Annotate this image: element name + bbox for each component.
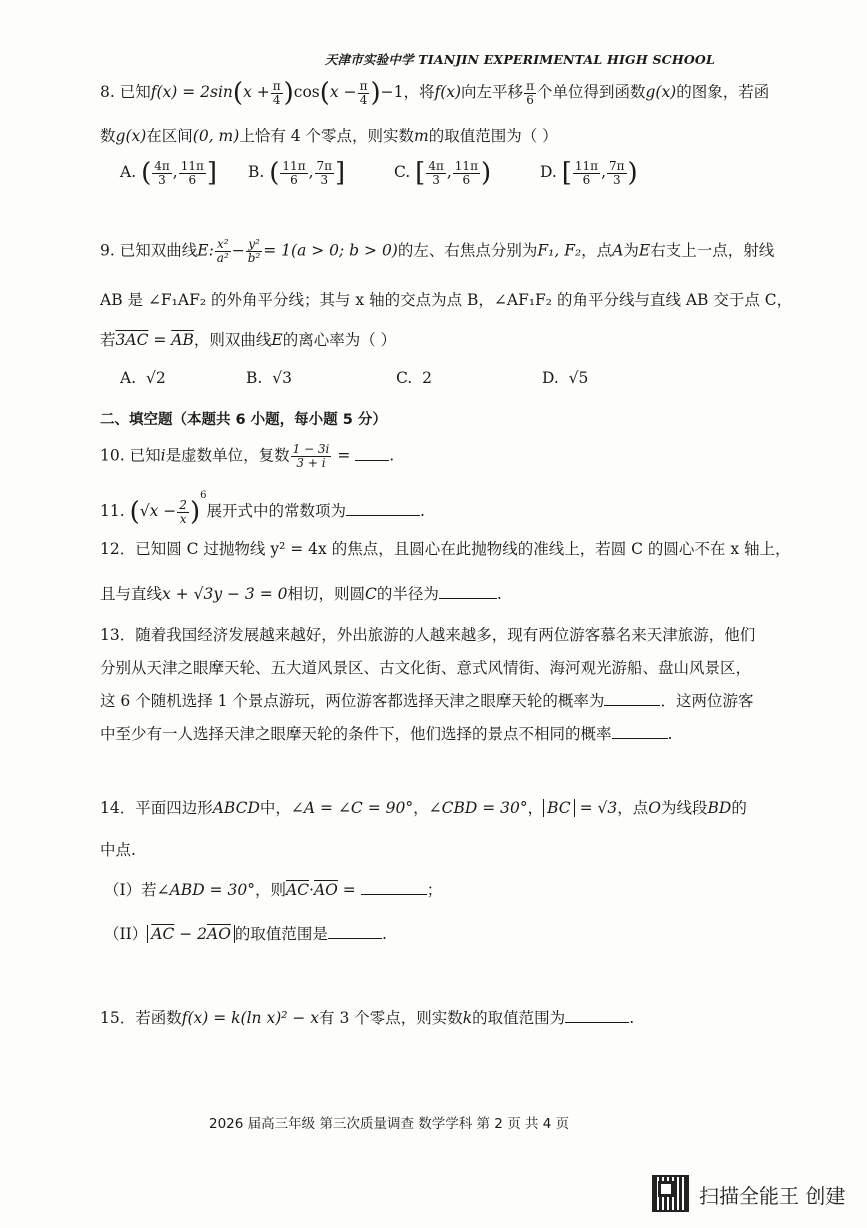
q13-line3 [100, 689, 753, 711]
q15 [100, 1006, 634, 1028]
option-value: 2 [422, 369, 432, 387]
q9-line2: AB 是 ∠F₁AF₂ 的外角平分线；其与 x 轴的交点为点 B，∠AF₁F₂ 的角平分线与直线 AB 交于点 C， [100, 291, 793, 309]
q14-text: 中， [259, 799, 291, 817]
two-over-x: $\frac{2}{x}$ [179, 497, 187, 526]
q9-option-d [542, 369, 588, 387]
frac: $\frac{4\pi}{3}$ [154, 158, 170, 187]
bracket: ) [627, 158, 638, 188]
dot: · [309, 881, 314, 899]
angle-a-c: ∠A = ∠C = 90° [290, 799, 414, 817]
paren-right: ) [283, 78, 294, 108]
qr-code-icon [652, 1175, 689, 1212]
bracket: [ [415, 158, 426, 188]
complex-fraction: $\frac{1 - 3i}{3 + i}$ [292, 442, 330, 470]
option-label: A. [120, 369, 137, 387]
semicolon: ； [426, 881, 443, 899]
q8-text: 的图象，若函 [676, 83, 770, 101]
frac: $\frac{11\pi}{6}$ [454, 158, 478, 187]
q15-text: 的取值范围为 [472, 1009, 566, 1027]
var-m: m [414, 127, 429, 145]
q13-line2: 分别从天津之眼摩天轮、五大道风景区、古文化街、意式风情街、海河观光游船、盘山风景区， [100, 659, 752, 677]
frac: $\frac{11\pi}{6}$ [574, 158, 599, 187]
part-label: （II） [104, 925, 148, 943]
foci: F₁, F₂ [537, 241, 582, 260]
q10-number: 10. [100, 446, 125, 465]
answer-blank[interactable] [355, 446, 389, 461]
quad-name: ABCD [212, 799, 260, 817]
q15-function: f(x) = k(ln x)² − x [181, 1009, 320, 1027]
q9-option-b [246, 369, 292, 387]
period: . [389, 446, 395, 465]
period: . [496, 585, 502, 603]
q9-number: 9. [100, 241, 115, 260]
angle-cbd: ∠CBD = 30° [428, 799, 528, 817]
q8-text: 在区间 [146, 127, 193, 145]
q8-formula: x − [329, 83, 357, 101]
equals: = [337, 881, 361, 899]
q9-formula: = 1(a > 0; b > 0) [263, 241, 398, 260]
q8-text: 已知 [119, 83, 151, 101]
var-E: E [638, 241, 651, 260]
q14-part1 [104, 878, 442, 900]
vector-ao: $\overline{AO}$ [207, 925, 231, 943]
q12-line1: 12．已知圆 C 过抛物线 y² = 4x 的焦点，且圆心在此抛物线的准线上，若圆 C 的圆心不在 x 轴上， [100, 540, 791, 558]
minus-2: − 2 [174, 925, 208, 943]
option-value: √3 [272, 369, 292, 387]
q12-text: 的半径为 [376, 585, 439, 603]
q9-line3 [100, 328, 396, 350]
exponent: 6 [200, 490, 207, 501]
answer-blank[interactable] [612, 724, 668, 739]
period: . [667, 725, 673, 743]
q8-option-a: A. ( $\frac{4\pi}{3}$ , $\frac{11\pi}{6}$ ] [120, 158, 217, 188]
q8-line2 [100, 124, 558, 146]
q8-text: 的取值范围为（ ） [428, 127, 558, 145]
q13-line1: 13．随着我国经济发展越来越好，外出旅游的人越来越多，现有两位游客慕名来天津旅游，他们 [100, 626, 756, 644]
sqrt3: = √3 [574, 799, 618, 817]
bracket: ] [206, 158, 217, 188]
q15-text: 15．若函数 [100, 1009, 182, 1027]
q10-text: 是虚数单位，复数 [165, 446, 290, 465]
var-E: E [271, 331, 283, 349]
page-footer: 2026 届高三年级 第三次质量调查 数学学科 第 2 页 共 4 页 [209, 1116, 570, 1132]
scanner-watermark: 扫描全能王 创建 [699, 1184, 846, 1208]
answer-blank[interactable] [346, 501, 420, 516]
var-E: E: [197, 241, 214, 260]
answer-blank[interactable] [361, 880, 427, 895]
q8-text: 上恰有 4 个零点，则实数 [239, 127, 415, 145]
vector-3ac: 3AC [115, 331, 149, 349]
paren-left: ( [319, 78, 330, 108]
part-label: （I）若 [104, 881, 157, 899]
option-label: B. [248, 163, 265, 181]
q9-text: ，点 [581, 241, 613, 260]
bracket: [ [561, 158, 572, 188]
q9-text: ，则双曲线 [193, 331, 272, 349]
paren-left: ( [129, 497, 140, 527]
vector-ao: $\overline{AO}$ [313, 881, 338, 899]
answer-blank[interactable] [328, 924, 382, 939]
q14-text: 14．平面四边形 [100, 799, 213, 817]
q9-text: 的左、右焦点分别为 [397, 241, 538, 260]
school-header: 天津市实验中学 TIANJIN EXPERIMENTAL HIGH SCHOOL [324, 52, 715, 67]
abs-expression [147, 925, 235, 943]
option-label: C. [396, 369, 413, 387]
q11 [100, 490, 425, 527]
q9-text: 为 [623, 241, 639, 260]
equals: = [148, 331, 172, 349]
vector-ac: $\overline{AC}$ [285, 881, 310, 899]
fx: f(x) [434, 83, 462, 101]
q14-text: 的取值范围是 [234, 925, 328, 943]
q14-text: 为线段 [661, 799, 708, 817]
option-label: D. [542, 369, 559, 387]
option-label: A. [120, 163, 137, 181]
q8-text: −1，将 [380, 83, 435, 101]
bracket: ( [141, 158, 152, 188]
period: . [381, 925, 387, 943]
q9-text: 已知双曲线 [119, 241, 198, 260]
x2-over-a2: $\frac{\text{x²}}{\text{a²}}$ [216, 237, 229, 265]
option-label: B. [246, 369, 263, 387]
frac: $\frac{11\pi}{6}$ [282, 158, 306, 187]
q14-text: ， [413, 799, 429, 817]
q9-line1: 9. 已知双曲线E: $\frac{\text{x²}}{\text{a²}}$ − $\frac{\text{y²}}{\text{b²}}$ = 1(a > 0; b > 0)的左、右焦点分别为F₁, F₂，点A为E右支上一点，射线 [100, 237, 775, 265]
q8-option-b: B. ( $\frac{11\pi}{6}$ , $\frac{7\pi}{3}$ ] [248, 158, 346, 188]
var-A: A [612, 241, 624, 260]
seg-bd: BD [707, 799, 732, 817]
q12-text: 相切，则圆 [287, 585, 366, 603]
q10-text: 已知 [129, 446, 161, 465]
q14-line1 [100, 796, 747, 818]
angle-abd: ∠ABD = 30° [156, 881, 255, 899]
answer-blank[interactable] [439, 584, 497, 599]
q9-text: 的离心率为（ ） [282, 331, 397, 349]
interval: (0, m) [192, 127, 240, 145]
q9-option-a [120, 369, 166, 387]
y2-over-b2: $\frac{\text{y²}}{\text{b²}}$ [247, 237, 261, 265]
paren-right: ) [189, 497, 201, 527]
q11-number: 11. [100, 502, 125, 520]
pi-over-4: $\frac{\pi}{4}$ [272, 78, 281, 107]
gx: g(x) [645, 83, 677, 101]
line-equation: x + √3y − 3 = 0 [162, 585, 288, 603]
answer-blank[interactable] [604, 691, 660, 706]
equals: = [332, 446, 356, 465]
q8-text: 个单位得到函数 [536, 83, 646, 101]
bracket: ( [269, 158, 280, 188]
q14-text: ，点 [617, 799, 649, 817]
q12-line2 [100, 582, 502, 604]
vector-ab: $\overline{AB}$ [171, 331, 194, 349]
var-i: i [160, 446, 166, 465]
q8-number: 8. [100, 83, 115, 101]
q8-text: 数 [100, 127, 116, 145]
q13-line4 [100, 722, 672, 744]
frac: $\frac{7\pi}{3}$ [316, 158, 333, 187]
var-C: C [365, 585, 377, 603]
q14-text: 的 [731, 799, 747, 817]
q11-text: 展开式中的常数项为 [206, 502, 346, 520]
paren-left: ( [232, 78, 244, 108]
q8-option-c: C. [ $\frac{4\pi}{3}$ , $\frac{11\pi}{6}$ ) [394, 158, 492, 188]
vector-ac: $\overline{AC}$ [151, 925, 175, 943]
q9-option-c [396, 369, 432, 387]
answer-blank[interactable] [565, 1008, 629, 1023]
q8-text: 向左平移 [461, 83, 524, 101]
q8-formula: x + [243, 83, 270, 101]
q11-formula: √x − [139, 502, 177, 520]
frac: $\frac{11\pi}{6}$ [180, 158, 204, 187]
q13-text: ．这两位游客 [660, 692, 754, 710]
gx: g(x) [115, 127, 147, 145]
option-label: D. [540, 163, 557, 181]
q8-option-d: D. [ $\frac{11\pi}{6}$ , $\frac{7\pi}{3}$ ) [540, 158, 638, 188]
cos: cos [293, 83, 320, 101]
paren-right: ) [370, 78, 381, 108]
q9-text: 右支上一点，射线 [650, 241, 775, 260]
var-k: k [462, 1009, 473, 1027]
q14-text: ， [527, 799, 544, 817]
q14-text: ，则 [254, 881, 286, 899]
period: . [419, 502, 425, 520]
period: . [629, 1009, 635, 1027]
q13-text: 中至少有一人选择天津之眼摩天轮的条件下，他们选择的景点不相同的概率 [100, 725, 612, 743]
pi-over-4: $\frac{\pi}{4}$ [359, 78, 368, 107]
q13-text: 这 6 个随机选择 1 个景点游玩，两位游客都选择天津之眼摩天轮的概率为 [100, 692, 605, 710]
q15-text: 有 3 个零点，则实数 [319, 1009, 463, 1027]
bracket: ] [335, 158, 346, 188]
option-value: √2 [145, 369, 166, 387]
q12-text: 且与直线 [100, 585, 163, 603]
q14-part2 [104, 922, 387, 944]
frac: $\frac{7\pi}{3}$ [609, 158, 625, 187]
q9-text: 若 [100, 331, 116, 349]
q8-line1 [100, 78, 769, 108]
pi-over-6: $\frac{\pi}{6}$ [526, 78, 534, 107]
abs-bc: BC [543, 799, 575, 817]
section-title: 二、填空题（本题共 6 小题，每小题 5 分） [100, 412, 387, 428]
q14-line2: 中点. [100, 841, 136, 859]
option-label: C. [394, 163, 411, 181]
option-value: √5 [568, 369, 589, 387]
bracket: ) [480, 158, 492, 188]
q8-formula: f(x) = 2sin [150, 83, 233, 101]
frac: $\frac{4\pi}{3}$ [428, 158, 444, 187]
var-O: O [648, 799, 661, 817]
q10 [100, 443, 394, 470]
